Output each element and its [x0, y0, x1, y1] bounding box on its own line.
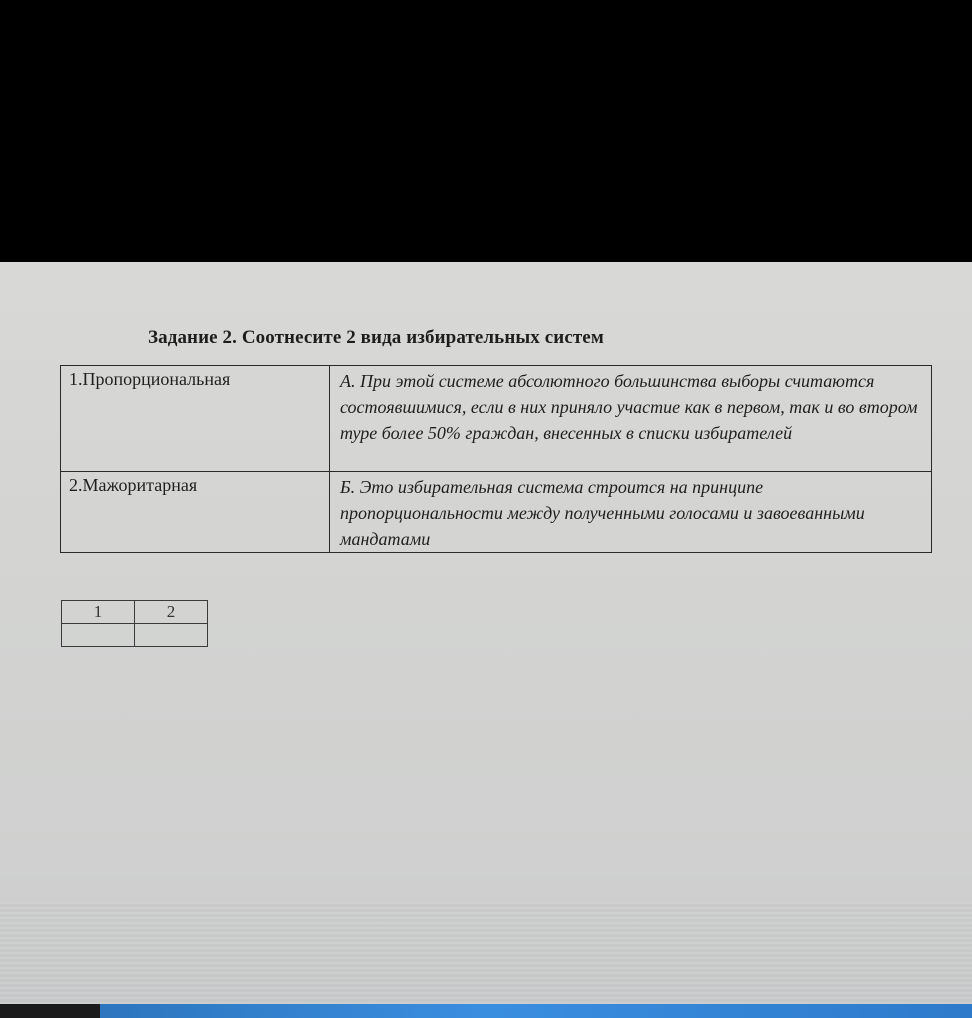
taskbar-edge [0, 1004, 100, 1018]
answer-table [61, 600, 208, 647]
table-row [61, 366, 932, 472]
answer-input-1[interactable] [64, 626, 132, 646]
system-type-cell: 2.Мажоритарная [61, 472, 330, 553]
answer-cell-1[interactable] [62, 624, 135, 647]
answer-input-2[interactable] [137, 626, 205, 646]
description-cell: Б. Это избирательная система строится на принципе пропорциональности между полученными голосами и завоеванными мандатами [330, 472, 932, 553]
matching-table [60, 365, 932, 553]
answer-cell-2[interactable] [135, 624, 208, 647]
task-title: Задание 2. Соотнесите 2 вида избирательных систем [148, 327, 604, 348]
description-cell: А. При этой системе абсолютного большинства выборы считаются состоявшимися, если в них приняло участие как в первом, так и во втором туре более 50% граждан, внесенных в списки избирателей [330, 366, 932, 472]
screen-moire [0, 902, 972, 1018]
answer-header-1: 1 [62, 601, 135, 624]
answer-header-2: 2 [135, 601, 208, 624]
answer-header-row [62, 601, 208, 624]
answer-input-row [62, 624, 208, 647]
taskbar [0, 1004, 972, 1018]
system-type-cell: 1.Пропорциональная [61, 366, 330, 472]
table-row [61, 472, 932, 553]
